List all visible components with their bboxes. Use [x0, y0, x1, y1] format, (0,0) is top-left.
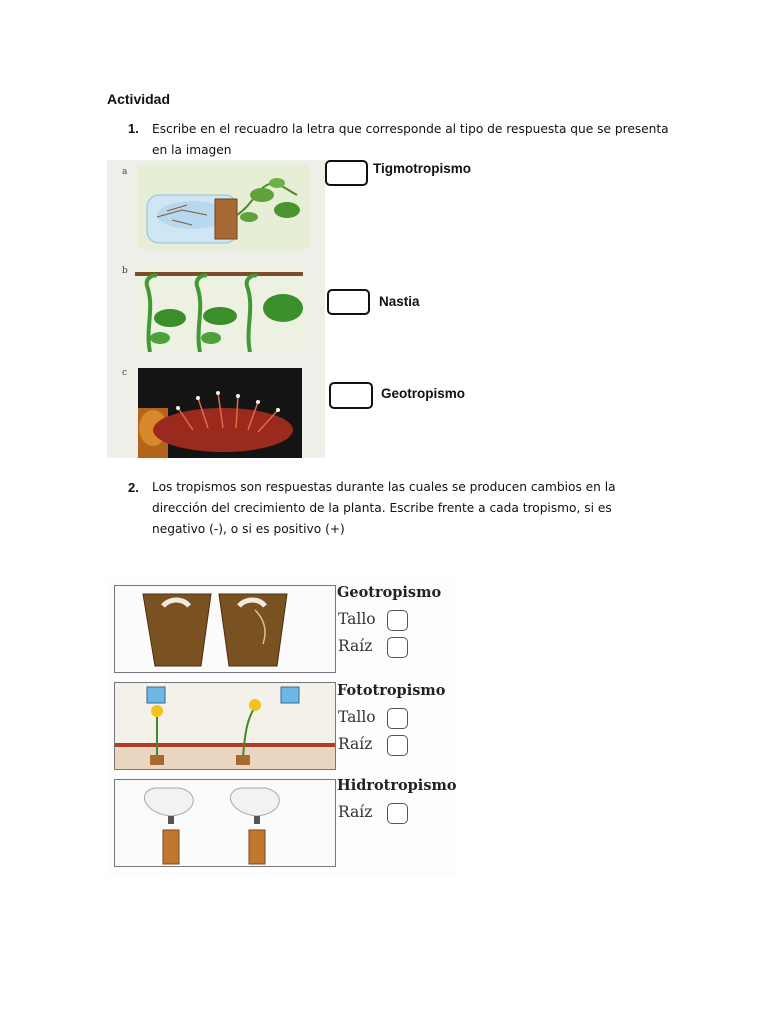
image-label-a: a — [122, 167, 128, 177]
group-heading-fototropismo: Fototropismo — [337, 682, 446, 699]
question-2-figure — [107, 578, 457, 876]
question-2-line-3: negativo (-), o si es positivo (+) — [152, 522, 345, 536]
nastia-illustration — [135, 268, 305, 352]
question-1-text — [152, 119, 712, 161]
image-label-b: b — [122, 266, 128, 276]
question-1-image-panel — [107, 160, 325, 458]
row-label-tallo-foto: Tallo — [338, 708, 376, 726]
geotropism-frame — [114, 585, 336, 673]
answer-box-geo-tallo[interactable] — [387, 610, 408, 631]
question-1-line-2: en la imagen — [152, 143, 232, 157]
option-nastia: Nastia — [379, 294, 420, 309]
window-plants-illustration — [115, 683, 335, 769]
phototropism-frame — [114, 682, 336, 770]
group-heading-geotropismo: Geotropismo — [337, 584, 442, 601]
image-label-c: c — [122, 368, 128, 378]
page-title: Actividad — [107, 91, 171, 107]
answer-box-geo-raiz[interactable] — [387, 637, 408, 658]
group-heading-hidrotropismo: Hidrotropismo — [337, 777, 457, 794]
row-label-tallo-geo: Tallo — [338, 610, 376, 628]
question-2-line-1: Los tropismos son respuestas durante las cuales se producen cambios en la — [152, 480, 616, 494]
row-label-raiz-hidro: Raíz — [338, 803, 373, 821]
question-2-text — [152, 477, 692, 540]
row-label-raiz-geo: Raíz — [338, 637, 373, 655]
question-1-number: 1. — [128, 121, 139, 136]
answer-box-nastia[interactable] — [327, 289, 370, 315]
answer-box-foto-tallo[interactable] — [387, 708, 408, 729]
tigmotropism-illustration — [137, 165, 309, 249]
question-2-line-2: dirección del crecimiento de la planta. Escribe frente a cada tropismo, si es — [152, 501, 612, 515]
pots-illustration — [115, 586, 335, 672]
question-1-line-1: Escribe en el recuadro la letra que corresponde al tipo de respuesta que se presenta — [152, 122, 669, 136]
geotropism-illustration — [138, 368, 302, 458]
question-2-number: 2. — [128, 480, 139, 495]
option-tigmotropismo: Tigmotropismo — [373, 161, 472, 176]
row-label-raiz-foto: Raíz — [338, 735, 373, 753]
answer-box-geotropismo[interactable] — [329, 382, 373, 409]
answer-box-hidro-raiz[interactable] — [387, 803, 408, 824]
option-geotropismo: Geotropismo — [381, 386, 466, 401]
bulbs-illustration — [115, 780, 335, 866]
answer-box-foto-raiz[interactable] — [387, 735, 408, 756]
hydrotropism-frame — [114, 779, 336, 867]
answer-box-tigmotropismo[interactable] — [325, 160, 368, 186]
